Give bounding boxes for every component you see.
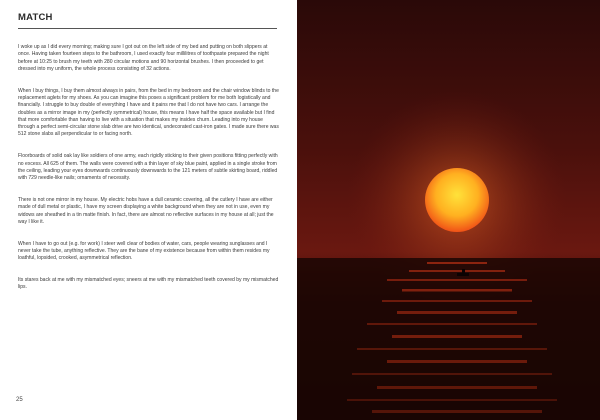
story-text: [18, 44, 280, 306]
paragraph-5: When I have to go out (e.g. for work) I steer well clear of bodies of water, cars, people wearing sunglasses and I never take the tube, anything reflective. They are the bane of my existence because from within them resides my loathful, lopsided, crooked, asymmetrical reflection.: [18, 240, 270, 262]
paragraph-4: There is not one mirror in my house. My electric hobs have a dull ceramic covering, all the cutlery I have are either made of dull metal or plastic, I have my screen displaying a white background when they are not in use, even my widows are sheathed in a tin matte finish. In fact, there are almost no reflective surfaces in my house at all; just the way I like it.: [18, 196, 274, 225]
water: [297, 258, 600, 420]
title-divider: [18, 28, 277, 29]
sun: [425, 168, 489, 232]
page-number: 25: [16, 397, 23, 403]
paragraph-3: Floorboards of solid oak lay like soldiers of one army, each rigidly sticking to their given positions fitting perfectly with no excess. All 625 of them. The walls were covered with a thin layer of sky blue paint, applied in a single stroke from the ceiling, leading your eyes downwards continuously downwards to the 121 meters of subtle skirting board, riddled with 729 needle-like nails; ornaments of necessity.: [18, 153, 278, 182]
paragraph-6: Its stares back at me with my mismatched eyes; sneers at me with my mismatched teeth covered by my mismatched lips.: [18, 277, 279, 291]
left-page: [0, 0, 297, 420]
paragraph-1: I woke up as I did every morning; making sure I got out on the left side of my bed and putting on both slippers at once. Having taken fourteen steps to the bathroom, I used exactly four millilitres of toothpaste prepared the night before at 10:25 to brush my teeth with 280 circular motions and 90 horizontal brushes. I then proceeded to get dressed into my uniform, the whole process consisting of 32 actions.: [18, 44, 269, 72]
page-title: MATCH: [18, 12, 53, 23]
paragraph-2: When I buy things, I buy them almost always in pairs, from the bed in my bedroom and the chair window blinds to the replacement aglets for my shoes. As you can imagine this poses a significant problem for me both logistically and financially. I struggle to buy double of everything I have and it pains me that I do not have two cars. I arrange the doubles as a mirror image in my (perfectly symmetrical) house, this means I have half the space available but I find that more comfortable than having to live with a situation that makes my insides churn. Leading into my house through a perfect semi-circular stone slab drive are two identical, undecorated cast-iron gates. I made sure there was 512 stone slabs all perpendicular to or facing north.: [18, 87, 279, 138]
sunset-image: [297, 0, 600, 420]
sunset-photo: [297, 0, 600, 420]
